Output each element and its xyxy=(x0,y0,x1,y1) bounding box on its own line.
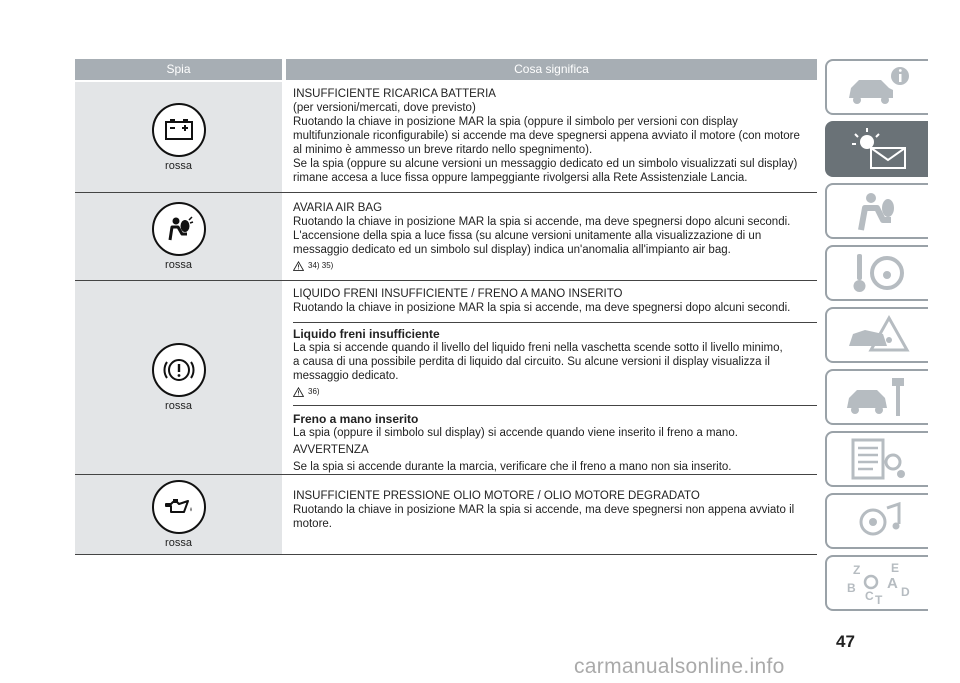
text-line: Ruotando la chiave in posizione MAR la spia (oppure il simbolo per versioni con display xyxy=(293,116,738,128)
warning-reference xyxy=(293,259,817,273)
row-title: LIQUIDO FRENI INSUFFICIENTE / FRENO A MANO INSERITO xyxy=(293,288,623,300)
tab-key-steering[interactable] xyxy=(825,245,928,301)
warning-triangle-icon xyxy=(293,387,304,397)
row-title: AVARIA AIR BAG xyxy=(293,202,383,214)
index-letter: C xyxy=(864,589,874,603)
technical-data-icon xyxy=(843,436,913,482)
tab-index[interactable] xyxy=(825,555,928,611)
tab-emergency[interactable] xyxy=(825,307,928,363)
text-line: al minimo è ammesso un breve ritardo nello spegnimento). xyxy=(293,144,593,156)
text-line: L'accensione della spia a luce fissa (su alcune versioni unitamente alla visualizzazione di un xyxy=(293,230,762,242)
icon-cell xyxy=(75,475,282,554)
color-label: rossa xyxy=(165,259,192,271)
page-number: 47 xyxy=(836,632,855,651)
icon-cell xyxy=(75,281,282,474)
text-line: (per versioni/mercati, dove previsto) xyxy=(293,102,476,114)
text-line: Ruotando la chiave in posizione MAR la spia si accende, ma deve spegnersi non appena avviato il xyxy=(293,504,795,516)
battery-icon xyxy=(152,103,206,157)
oil-pressure-icon xyxy=(152,480,206,534)
description-cell xyxy=(286,82,817,192)
watermark: carmanualsonline.info xyxy=(574,655,785,678)
row-title: INSUFFICIENTE RICARICA BATTERIA xyxy=(293,88,496,100)
key-steering-icon xyxy=(843,250,913,296)
color-label: rossa xyxy=(165,537,192,549)
reference-numbers: 36) xyxy=(308,387,320,396)
text-line: Se la spia (oppure su alcune versioni un messaggio dedicato ed un simbolo visualizzati sul display) xyxy=(293,158,798,170)
tab-maintenance[interactable] xyxy=(825,369,928,425)
tab-car-info[interactable] xyxy=(825,59,928,115)
car-maintenance-icon xyxy=(843,374,913,420)
row-title: INSUFFICIENTE PRESSIONE OLIO MOTORE / OLIO MOTORE DEGRADATO xyxy=(293,490,700,502)
description-cell xyxy=(286,475,817,554)
seat-safety-icon xyxy=(843,188,913,234)
table-row xyxy=(75,475,817,555)
index-icon xyxy=(843,560,913,606)
icon-cell xyxy=(75,193,282,280)
table-header xyxy=(75,59,817,80)
text-line: AVVERTENZA xyxy=(293,444,369,456)
index-letter: B xyxy=(846,581,856,595)
text-line: Se la spia si accende durante la marcia, verificare che il freno a mano non sia inserito. xyxy=(293,461,732,473)
car-info-icon xyxy=(843,64,913,110)
index-letter: E xyxy=(890,561,899,575)
index-letter: A xyxy=(886,575,898,592)
color-label: rossa xyxy=(165,400,192,412)
warning-table xyxy=(75,82,817,555)
text-line: La spia si accende quando il livello del liquido freni nella vaschetta scende sotto il livello minimo, xyxy=(293,342,783,354)
text-line: a causa di una possibile perdita di liquido dal circuito. Su alcune versioni il display visualizza il xyxy=(293,356,770,368)
table-row xyxy=(75,281,817,475)
text-line: multifunzionale riconfigurabile) si accende ma deve spegnersi appena avviato il motore (con motore xyxy=(293,130,800,142)
chapter-tabs xyxy=(825,59,928,617)
tab-seat-safety[interactable] xyxy=(825,183,928,239)
subsection-title: Liquido freni insufficiente xyxy=(293,327,440,341)
description-cell xyxy=(286,281,817,474)
airbag-icon xyxy=(152,202,206,256)
text-line: Ruotando la chiave in posizione MAR la spia si accende, ma deve spegnersi dopo alcuni secondi. xyxy=(293,302,791,314)
text-line: messaggio dedicato ed un simbolo sul display) indica un'anomalia all'impianto air bag. xyxy=(293,244,731,256)
text-line: messaggio dedicato. xyxy=(293,370,399,382)
color-label: rossa xyxy=(165,159,192,172)
tab-technical-data[interactable] xyxy=(825,431,928,487)
warning-triangle-icon xyxy=(293,261,304,271)
header-cosa-significa: Cosa significa xyxy=(286,59,817,80)
index-letter: D xyxy=(900,585,910,599)
text-line: rimane accesa a luce fissa oppure lampeggiante rivolgersi alla Rete Assistenziale Lancia. xyxy=(293,172,748,184)
reference-numbers: 34) 35) xyxy=(308,261,334,270)
text-line: motore. xyxy=(293,518,332,530)
icon-cell xyxy=(75,82,282,192)
warning-lights-icon xyxy=(843,126,913,172)
car-emergency-icon xyxy=(843,312,913,358)
table-row xyxy=(75,193,817,281)
tab-warning-lights[interactable] xyxy=(825,121,928,177)
index-letter: T xyxy=(874,593,882,606)
multimedia-icon xyxy=(843,498,913,544)
text-line: Ruotando la chiave in posizione MAR la spia si accende, ma deve spegnersi dopo alcuni secondi. xyxy=(293,216,791,228)
brake-warning-icon xyxy=(152,343,206,397)
text-line: La spia (oppure il simbolo sul display) si accende quando viene inserito il freno a mano. xyxy=(293,427,738,439)
tab-multimedia[interactable] xyxy=(825,493,928,549)
table-row xyxy=(75,82,817,193)
description-cell xyxy=(286,193,817,280)
subsection-title: Freno a mano inserito xyxy=(293,412,419,426)
warning-reference xyxy=(293,385,817,399)
header-spia: Spia xyxy=(75,59,282,80)
index-letter: Z xyxy=(852,563,860,577)
